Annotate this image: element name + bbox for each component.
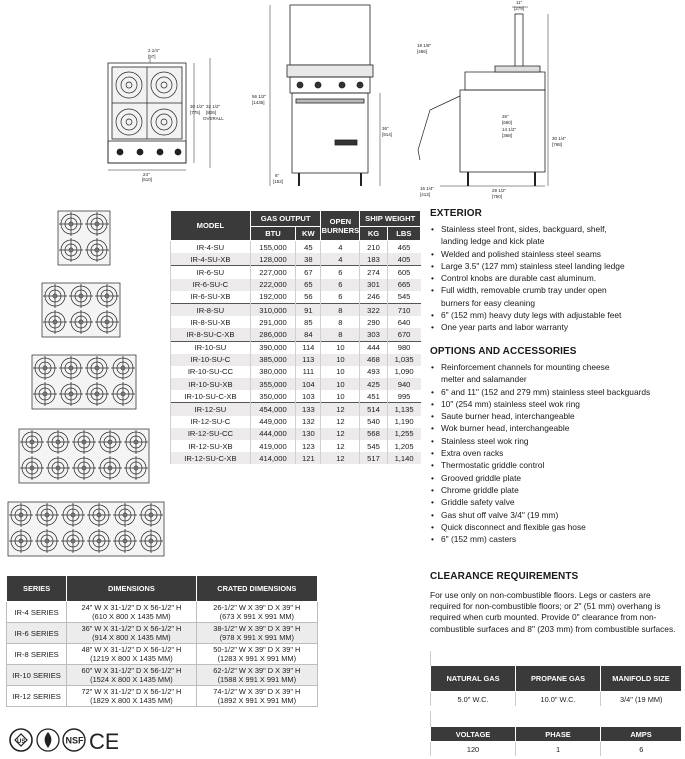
kg-cell: 540 [360,416,387,428]
header-kg: KG [360,227,387,241]
header-btu: BTU [250,227,295,241]
burners-cell: 8 [321,316,360,328]
model-cell: IR-4-SU-XB [171,253,251,266]
dimension-mm: (673 X 991 X 991 MM) [219,612,294,621]
series-cell: IR-6 SERIES [7,623,67,644]
dim-height-mm: [1435] [252,100,265,105]
model-cell: IR-12-SU-XB [171,440,251,452]
list-item: • Thermostatic griddle control [430,459,682,471]
crated-cell [196,623,317,644]
kg-cell: 545 [360,440,387,452]
burners-cell: 12 [321,416,360,428]
table-row [7,623,318,644]
btu-cell: 128,000 [250,253,295,266]
header-kw: KW [296,227,321,241]
dim-front-mm: [413] [420,192,431,197]
table-row [171,303,421,316]
burners-cell: 12 [321,403,360,416]
list-item: • 6" and 11" (152 and 279 mm) stainless steel backguards [430,386,682,398]
csa-us-label: US [17,739,26,745]
certification-logos [8,727,118,753]
dimension-inches: 60" W X 31-1/2" D X 56-1/2" H [81,666,182,675]
table-row [171,452,421,464]
burners-cell: 6 [321,279,360,291]
kw-cell: 133 [296,403,321,416]
model-cell: IR-8-SU-C-XB [171,328,251,341]
kg-cell: 468 [360,354,387,366]
kg-cell: 514 [360,403,387,416]
lbs-cell: 405 [387,253,420,266]
options-heading: OPTIONS AND ACCESSORIES [430,346,577,357]
list-item: • Large 3.5" (127 mm) stainless steel landing ledge [430,260,682,272]
dimensions-cell [67,623,196,644]
table-row [171,440,421,452]
burners-cell: 4 [321,241,360,254]
table-row [171,416,421,428]
model-cell: IR-6-SU-XB [171,291,251,304]
list-item: • Stainless steel front, sides, backguard, shelf, [430,223,682,235]
dim-front-label: 16 1/4" [420,186,435,191]
dimension-mm: (610 X 800 X 1435 MM) [92,612,171,621]
dimension-inches: 38-1/2" W X 39" D X 39" H [213,624,301,633]
side-view-dimensions [417,0,567,199]
btu-cell: 155,000 [250,241,295,254]
manifold-caption: MANIFOLD PRESSURE [431,651,682,666]
electrical-header-amps: AMPS [601,727,682,742]
dim-overall-mm: [826] [206,110,217,115]
table-row [171,291,421,304]
front-view-drawing [270,5,380,186]
kw-cell: 130 [296,428,321,440]
clearance-text: For use only on non-combustible floors. Legs or casters are required for non-combustible floors; or 2" (51 mm) overhang is required when curb mounted. Provide 0" clearance from non-combustible surfaces and 8" (203 mm) from combustible surfaces. [430,590,676,634]
kw-cell: 121 [296,452,321,464]
dim-work-mm: [914] [382,132,393,137]
dimension-inches: 26-1/2" W X 39" D X 39" H [213,603,301,612]
kw-cell: 104 [296,378,321,390]
lbs-cell: 1,255 [387,428,420,440]
nsf-label: NSF [65,735,84,746]
electrical-amps-value: 6 [601,742,682,757]
model-spec-table [170,210,421,464]
dimension-inches: 50-1/2" W X 39" D X 39" H [213,645,301,654]
list-item: • Grooved griddle plate [430,472,682,484]
burners-cell: 8 [321,328,360,341]
table-row [171,390,421,403]
list-item: • Welded and polished stainless steel seams [430,248,682,260]
header-gas-output: GAS OUTPUT [250,211,321,227]
dim-shelf-label: 19 1/8" [417,43,432,48]
dim-height-label: 56 1/2" [252,94,267,99]
kg-cell: 451 [360,390,387,403]
dim-inner-label: 14 1/2" [502,127,517,132]
dim-bottom-label: 29 1/2" [492,188,507,193]
list-item: • Control knobs are durable cast aluminum. [430,272,682,284]
kw-cell: 56 [296,291,321,304]
lbs-cell: 940 [387,378,420,390]
kw-cell: 85 [296,316,321,328]
series-cell: IR-4 SERIES [7,602,67,623]
table-row [171,428,421,440]
kg-cell: 301 [360,279,387,291]
burners-cell: 10 [321,366,360,378]
table-row [171,354,421,366]
kw-cell: 45 [296,241,321,254]
dimension-mm: (1283 X 991 X 991 MM) [217,654,297,663]
table-row [171,279,421,291]
kg-cell: 493 [360,366,387,378]
btu-cell: 444,000 [250,428,295,440]
table-row [171,253,421,266]
dim-top-label: 11" [516,0,523,5]
flame-logo [37,729,59,751]
dim-depth-label: 30 1/2" [190,104,205,109]
side-view-drawing [418,7,548,186]
btu-cell: 310,000 [250,303,295,316]
dim-width-mm: [610] [142,177,153,182]
kw-cell: 67 [296,266,321,279]
lbs-cell: 665 [387,279,420,291]
dimension-mm: (1829 X 800 X 1435 MM) [90,696,173,705]
burner-top-thumbnail [8,502,164,556]
header-model: MODEL [171,211,251,241]
btu-cell: 192,000 [250,291,295,304]
ce-label: CE [89,729,118,753]
lbs-cell: 1,035 [387,354,420,366]
burners-cell: 8 [321,303,360,316]
header-series: SERIES [7,576,67,602]
kw-cell: 103 [296,390,321,403]
dim-side-depth-label: 30 1/4" [552,136,567,141]
header-lbs: LBS [387,227,420,241]
burners-cell: 4 [321,253,360,266]
header-ship-weight: SHIP WEIGHT [360,211,421,227]
crated-cell [196,644,317,665]
lbs-cell: 710 [387,303,420,316]
dimensions-cell [67,665,196,686]
table-row [171,403,421,416]
kw-cell: 91 [296,303,321,316]
burners-cell: 10 [321,341,360,354]
kg-cell: 183 [360,253,387,266]
btu-cell: 390,000 [250,341,295,354]
list-item: • Stainless steel wok ring [430,435,682,447]
crated-cell [196,665,317,686]
model-cell: IR-8-SU [171,303,251,316]
dimension-inches: 74-1/2" W X 39" D X 39" H [213,687,301,696]
list-item: • Gas shut off valve 3/4" (19 mm) [430,509,682,521]
electrical-requirement-table [430,711,682,756]
btu-cell: 454,000 [250,403,295,416]
dimension-inches: 62-1/2" W X 39" D X 39" H [213,666,301,675]
kg-cell: 517 [360,452,387,464]
burners-cell: 10 [321,354,360,366]
header-dimensions: DIMENSIONS [67,576,196,602]
model-cell: IR-10-SU-CC [171,366,251,378]
kw-cell: 111 [296,366,321,378]
table-row [171,378,421,390]
kg-cell: 290 [360,316,387,328]
burners-cell: 12 [321,452,360,464]
lbs-cell: 670 [387,328,420,341]
exterior-heading: EXTERIOR [430,208,482,219]
dim-width-label: 24" [143,172,150,177]
model-cell: IR-12-SU-C [171,416,251,428]
btu-cell: 449,000 [250,416,295,428]
model-cell: IR-4-SU [171,241,251,254]
ce-logo [89,729,118,753]
dim-overall-label: 32 1/2" [206,104,221,109]
lbs-cell: 1,205 [387,440,420,452]
model-cell: IR-12-SU [171,403,251,416]
table-row [7,665,318,686]
burners-cell: 12 [321,428,360,440]
table-row [171,328,421,341]
series-cell: IR-12 SERIES [7,686,67,707]
model-cell: IR-6-SU-C [171,279,251,291]
list-item: • Chrome griddle plate [430,484,682,496]
electrical-caption: CONVECTION OVEN ELECTRICAL REQUIREMENT [431,711,682,727]
options-list [430,361,682,545]
list-item: • 10" (254 mm) stainless steel wok ring [430,398,682,410]
lbs-cell: 980 [387,341,420,354]
lbs-cell: 1,140 [387,452,420,464]
kg-cell: 210 [360,241,387,254]
table-row [171,266,421,279]
model-cell: IR-10-SU-XB [171,378,251,390]
model-cell: IR-12-SU-C-XB [171,452,251,464]
lbs-cell: 465 [387,241,420,254]
electrical-header-voltage: VOLTAGE [431,727,516,742]
series-cell: IR-10 SERIES [7,665,67,686]
crated-cell [196,686,317,707]
lbs-cell: 1,090 [387,366,420,378]
exterior-list [430,223,682,334]
kg-cell: 246 [360,291,387,304]
btu-cell: 227,000 [250,266,295,279]
manifold-size-value: 3/4" (19 MM) [601,692,682,707]
manifold-natural-value: 5.0" W.C. [431,692,516,707]
model-cell: IR-12-SU-CC [171,428,251,440]
dimensions-cell [67,602,196,623]
dim-shelf-mm: [486] [417,49,428,54]
kg-cell: 322 [360,303,387,316]
header-open-burners: OPEN BURNERS [321,211,360,241]
dimensions-cell [67,644,196,665]
burner-top-thumbnail [32,355,136,409]
btu-cell: 350,000 [250,390,295,403]
manifold-pressure-table [430,651,682,706]
burner-top-thumbnail [58,211,110,265]
list-item: • 6" (152 mm) heavy duty legs with adjustable feet [430,309,682,321]
series-cell: IR-8 SERIES [7,644,67,665]
front-view-dimensions [252,94,392,184]
kw-cell: 84 [296,328,321,341]
list-item: • Wok burner head, interchangeable [430,422,682,434]
btu-cell: 380,000 [250,366,295,378]
kg-cell: 274 [360,266,387,279]
btu-cell: 355,000 [250,378,295,390]
lbs-cell: 545 [387,291,420,304]
dimension-mm: (978 X 991 X 991 MM) [219,633,294,642]
btu-cell: 385,000 [250,354,295,366]
electrical-phase-value: 1 [516,742,601,757]
kw-cell: 113 [296,354,321,366]
electrical-voltage-value: 120 [431,742,516,757]
model-cell: IR-10-SU-C [171,354,251,366]
list-item: • Extra oven racks [430,447,682,459]
csa-logo [10,729,32,751]
manifold-propane-value: 10.0" W.C. [516,692,601,707]
list-item: burners for easy cleaning [441,297,536,308]
crated-cell [196,602,317,623]
burners-cell: 12 [321,440,360,452]
burners-cell: 10 [321,378,360,390]
dim-leg-label: 6" [275,173,280,178]
kw-cell: 38 [296,253,321,266]
list-item: • One year parts and labor warranty [430,321,682,333]
dimension-inches: 36" W X 31-1/2" D X 56-1/2" H [81,624,182,633]
nsf-logo [63,729,85,751]
dimension-inches: 72" W X 31-1/2" D X 56-1/2" H [81,687,182,696]
dim-depth-mm: [775] [190,110,201,115]
dimensions-cell [67,686,196,707]
burner-thumbnails [0,205,170,570]
dim-work-label: 36" [382,126,389,131]
kw-cell: 132 [296,416,321,428]
lbs-cell: 640 [387,316,420,328]
kw-cell: 123 [296,440,321,452]
burner-top-thumbnail [42,283,120,337]
btu-cell: 291,000 [250,316,295,328]
dimension-mm: (1892 X 991 X 991 MM) [217,696,297,705]
list-item: melter and salamander [441,374,527,385]
table-row [171,241,421,254]
list-item: landing ledge and kick plate [441,236,545,247]
list-item: • 6" (152 mm) casters [430,533,682,545]
btu-cell: 222,000 [250,279,295,291]
table-row [171,341,421,354]
btu-cell: 419,000 [250,440,295,452]
kw-cell: 65 [296,279,321,291]
model-cell: IR-10-SU-C-XB [171,390,251,403]
series-dimensions-table [6,575,318,707]
dim-bottom-mm: [750] [492,194,503,199]
table-row [7,602,318,623]
list-item: • Full width, removable crumb tray under open [430,284,682,296]
burners-cell: 6 [321,266,360,279]
dimension-mm: (1219 X 800 X 1435 MM) [90,654,173,663]
dimension-inches: 48" W X 31-1/2" D X 56-1/2" H [81,645,182,654]
dim-inner-mm: [368] [502,133,513,138]
manifold-header-propane: PROPANE GAS [516,666,601,692]
lbs-cell: 605 [387,266,420,279]
kw-cell: 114 [296,341,321,354]
kg-cell: 568 [360,428,387,440]
header-crated: CRATED DIMENSIONS [196,576,317,602]
kg-cell: 444 [360,341,387,354]
dimension-mm: (1524 X 800 X 1435 MM) [90,675,173,684]
dim-oven-mm: [660] [502,120,513,125]
burners-cell: 6 [321,291,360,304]
btu-cell: 286,000 [250,328,295,341]
list-item: • Saute burner head, interchangeable [430,410,682,422]
manifold-header-natural: NATURAL GAS [431,666,516,692]
list-item: • Quick disconnect and flexible gas hose [430,521,682,533]
table-row [171,366,421,378]
dimension-mm: (1588 X 991 X 991 MM) [217,675,297,684]
electrical-header-phase: PHASE [516,727,601,742]
lbs-cell: 1,135 [387,403,420,416]
dim-oven-label: 26" [502,114,509,119]
dim-back-label: 2 1/4" [148,48,160,53]
table-row [7,686,318,707]
manifold-header-size: MANIFOLD SIZE [601,666,682,692]
table-row [171,316,421,328]
dim-leg-mm: [152] [273,179,284,184]
kg-cell: 425 [360,378,387,390]
dimension-inches: 24" W X 31-1/2" D X 56-1/2" H [81,603,182,612]
lbs-cell: 995 [387,390,420,403]
btu-cell: 414,000 [250,452,295,464]
list-item: • Reinforcement channels for mounting cheese [430,361,682,373]
dim-top-mm: [279] [514,6,525,11]
kg-cell: 303 [360,328,387,341]
burner-top-thumbnail [19,429,149,483]
burners-cell: 10 [321,390,360,403]
model-cell: IR-10-SU [171,341,251,354]
technical-drawings [0,0,685,205]
dim-side-depth-mm: [768] [552,142,563,147]
model-cell: IR-8-SU-XB [171,316,251,328]
list-item: • Griddle safety valve [430,496,682,508]
lbs-cell: 1,190 [387,416,420,428]
table-row [7,644,318,665]
dim-overall-word: OVERALL [203,116,224,121]
clearance-heading: CLEARANCE REQUIREMENTS [430,571,579,582]
dimension-mm: (914 X 800 X 1435 MM) [92,633,171,642]
dim-back-mm: [57] [148,54,156,59]
model-cell: IR-6-SU [171,266,251,279]
